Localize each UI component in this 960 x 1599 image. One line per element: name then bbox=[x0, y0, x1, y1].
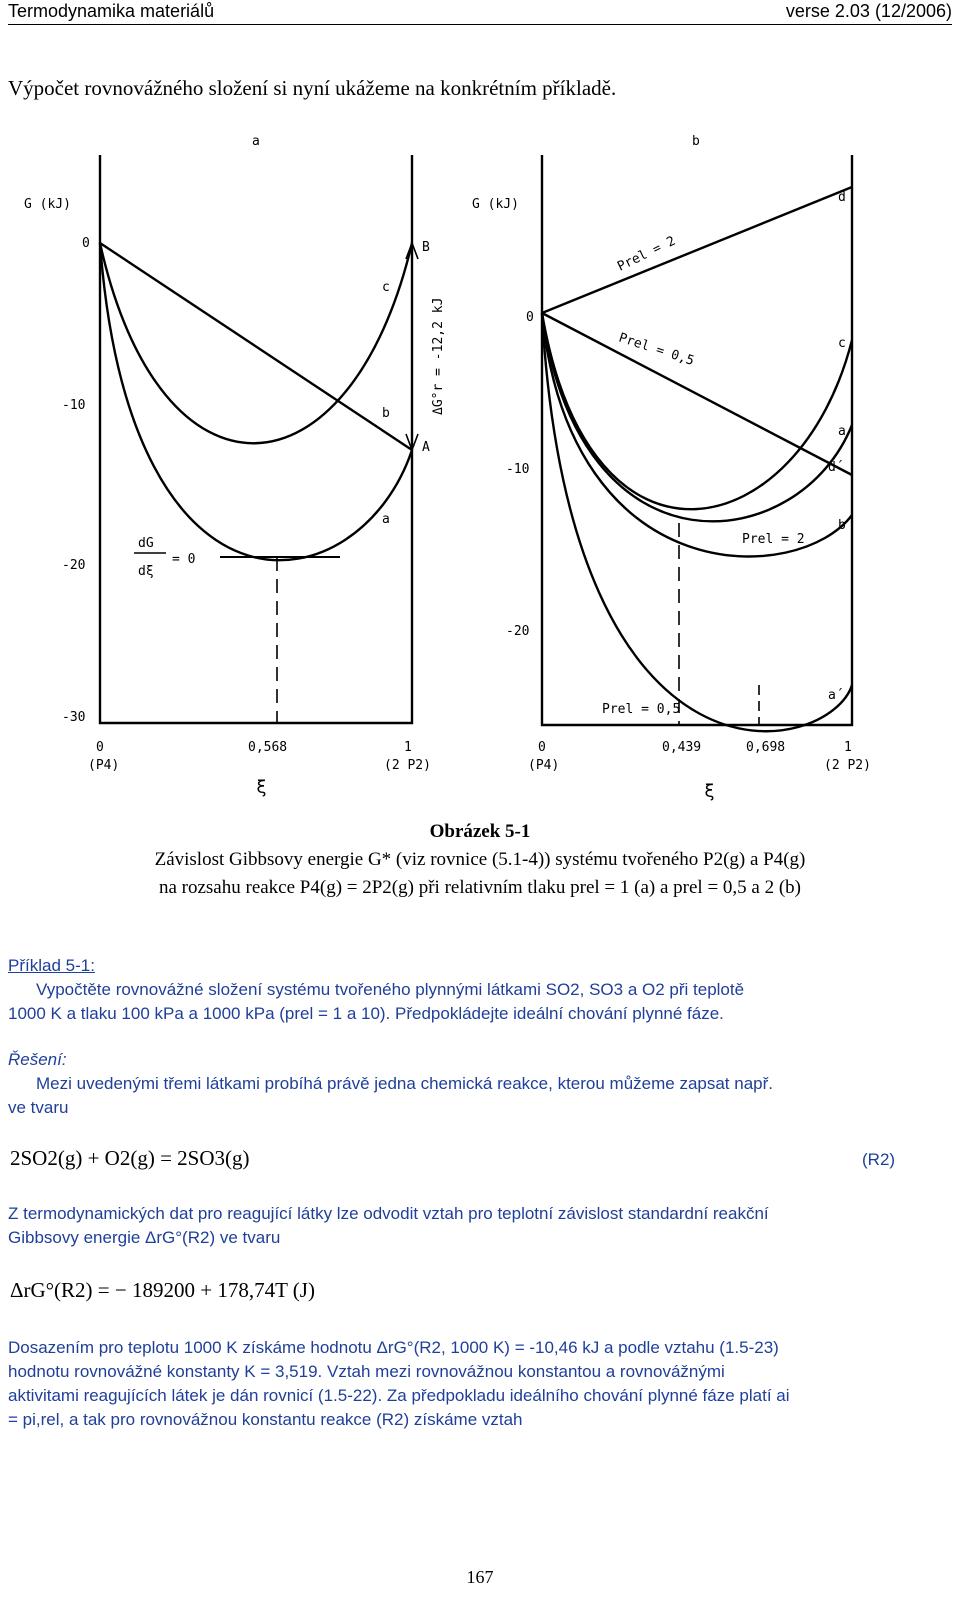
fig-a-label-B: B bbox=[422, 240, 430, 255]
figure-caption bbox=[0, 818, 960, 902]
fig-b-ylabel: G (kJ) bbox=[472, 197, 519, 212]
header-title: Termodynamika materiálů bbox=[8, 1, 215, 21]
fig-b-ytick-10: -10 bbox=[506, 462, 530, 477]
fig-a-xtick-1: 1 bbox=[404, 740, 412, 755]
fig-a-xlabel: ξ bbox=[256, 777, 267, 798]
fig-a-xtick-mid: 0,568 bbox=[248, 740, 288, 755]
fig-a-top-label: a bbox=[252, 134, 260, 149]
fig-b-line-d bbox=[542, 187, 852, 313]
fig-a-dG-top: dG bbox=[138, 536, 154, 551]
solution-line-1: Mezi uvedenými třemi látkami probíhá právě jedna chemická reakce, kterou můžeme zapsat např. bbox=[36, 1074, 774, 1093]
fig-b-prel05-low: Prel = 0,5 bbox=[602, 702, 681, 717]
fig-b-ytick-20: -20 bbox=[506, 624, 530, 639]
fig-b-xtick-0: 0 bbox=[538, 740, 546, 755]
fig-a-dG-eq: = 0 bbox=[172, 552, 196, 567]
fig-b-label-a: a bbox=[838, 424, 846, 439]
fig-b-prel2: Prel = 2 bbox=[615, 233, 679, 275]
fig-a-dGr: ΔG°r = -12,2 kJ bbox=[431, 297, 446, 415]
fig-a-label-c: c bbox=[382, 280, 390, 295]
paragraph-2-line-4: = pi,rel, a tak pro rovnovážnou konstantu reakce (R2) získáme vztah bbox=[8, 1410, 523, 1429]
figure-b bbox=[470, 125, 940, 815]
solution-heading: Řešení: bbox=[8, 1050, 67, 1069]
page-header bbox=[8, 0, 952, 25]
example-task-line-1: Vypočtěte rovnovážné složení systému tvořeného plynnými látkami SO2, SO3 a O2 při teplotě bbox=[36, 980, 745, 999]
fig-b-xtick-b: 0,698 bbox=[746, 740, 786, 755]
fig-b-xtick-1-sub: (2 P2) bbox=[824, 758, 871, 773]
fig-a-label-a: a bbox=[382, 512, 390, 527]
fig-b-xtick-0-sub: (P4) bbox=[528, 758, 560, 773]
page-number: 167 bbox=[466, 1567, 494, 1587]
equation-gibbs: ΔrG°(R2) = − 189200 + 178,74T (J) bbox=[10, 1278, 315, 1302]
fig-a-ylabel: G (kJ) bbox=[24, 197, 71, 212]
fig-a-frame bbox=[100, 155, 412, 723]
fig-a-ytick-30: -30 bbox=[62, 710, 86, 725]
fig-b-curve-a bbox=[542, 313, 852, 521]
fig-a-label-A: A bbox=[422, 440, 430, 455]
caption-line-2: na rozsahu reakce P4(g) = 2P2(g) při relativním tlaku prel = 1 (a) a prel = 0,5 a 2 (b) bbox=[158, 877, 802, 898]
fig-a-label-b: b bbox=[382, 406, 390, 421]
paragraph-1-line-2: Gibbsovy energie ΔrG°(R2) ve tvaru bbox=[8, 1228, 281, 1247]
fig-a-ytick-20: -20 bbox=[62, 558, 86, 573]
fig-a-curve-a bbox=[100, 243, 412, 560]
fig-b-ytick-0: 0 bbox=[526, 310, 534, 325]
fig-b-label-b: b bbox=[838, 518, 846, 533]
fig-b-prel2-low: Prel = 2 bbox=[742, 532, 805, 547]
fig-a-xtick-1-sub: (2 P2) bbox=[384, 758, 431, 773]
fig-a-xtick-0: 0 bbox=[96, 740, 104, 755]
example-heading: Příklad 5-1: bbox=[8, 956, 95, 975]
caption-line-1: Závislost Gibbsovy energie G* (viz rovnice (5.1-4)) systému tvořeného P2(g) a P4(g) bbox=[154, 849, 806, 870]
fig-b-prel05: Prel = 0,5 bbox=[616, 330, 696, 369]
fig-b-curve-c bbox=[542, 313, 852, 509]
paragraph-2-line-1: Dosazením pro teplotu 1000 K získáme hodnotu ΔrG°(R2, 1000 K) = -10,46 kJ a podle vztahu (1.5-23) bbox=[8, 1338, 779, 1357]
fig-b-label-d: d bbox=[838, 190, 846, 205]
fig-b-xtick-a: 0,439 bbox=[662, 740, 702, 755]
intro-text: Výpočet rovnovážného složení si nyní ukážeme na konkrétním příkladě. bbox=[8, 76, 617, 100]
fig-a-xtick-0-sub: (P4) bbox=[88, 758, 120, 773]
caption-title: Obrázek 5-1 bbox=[429, 821, 531, 842]
fig-a-dG-bottom: dξ bbox=[138, 564, 154, 579]
fig-b-label-c: c bbox=[838, 336, 846, 351]
equation-r2-label: (R2) bbox=[862, 1150, 896, 1169]
fig-a-ytick-10: -10 bbox=[62, 398, 86, 413]
figure-a bbox=[20, 125, 460, 815]
fig-a-line-b bbox=[100, 243, 412, 450]
header-version: verse 2.03 (12/2006) bbox=[785, 1, 952, 21]
example-task-line-2: 1000 K a tlaku 100 kPa a 1000 kPa (prel = 1 a 10). Předpokládejte ideální chování plynné fáze. bbox=[8, 1004, 724, 1023]
fig-b-xlabel: ξ bbox=[704, 781, 715, 802]
fig-b-label-aprime: a´ bbox=[828, 688, 844, 703]
equation-r2: 2SO2(g) + O2(g) = 2SO3(g) bbox=[10, 1146, 250, 1170]
fig-b-top-label: b bbox=[692, 134, 700, 149]
fig-a-ytick-0: 0 bbox=[82, 236, 90, 251]
fig-b-label-dprime: d´ bbox=[828, 460, 844, 475]
paragraph-1-line-1: Z termodynamických dat pro reagující látky lze odvodit vztah pro teplotní závislost standardní reakční bbox=[8, 1204, 769, 1223]
paragraph-2-line-2: hodnotu rovnovážné konstanty K = 3,519. Vztah mezi rovnovážnou konstantou a rovnovážnými bbox=[8, 1362, 725, 1381]
fig-b-curve-aprime bbox=[542, 313, 852, 731]
solution-line-2: ve tvaru bbox=[8, 1098, 69, 1117]
paragraph-2-line-3: aktivitami reagujících látek je dán rovnicí (1.5-22). Za předpokladu ideálního chování plynné fáze platí ai bbox=[8, 1386, 790, 1405]
fig-b-xtick-1: 1 bbox=[844, 740, 852, 755]
